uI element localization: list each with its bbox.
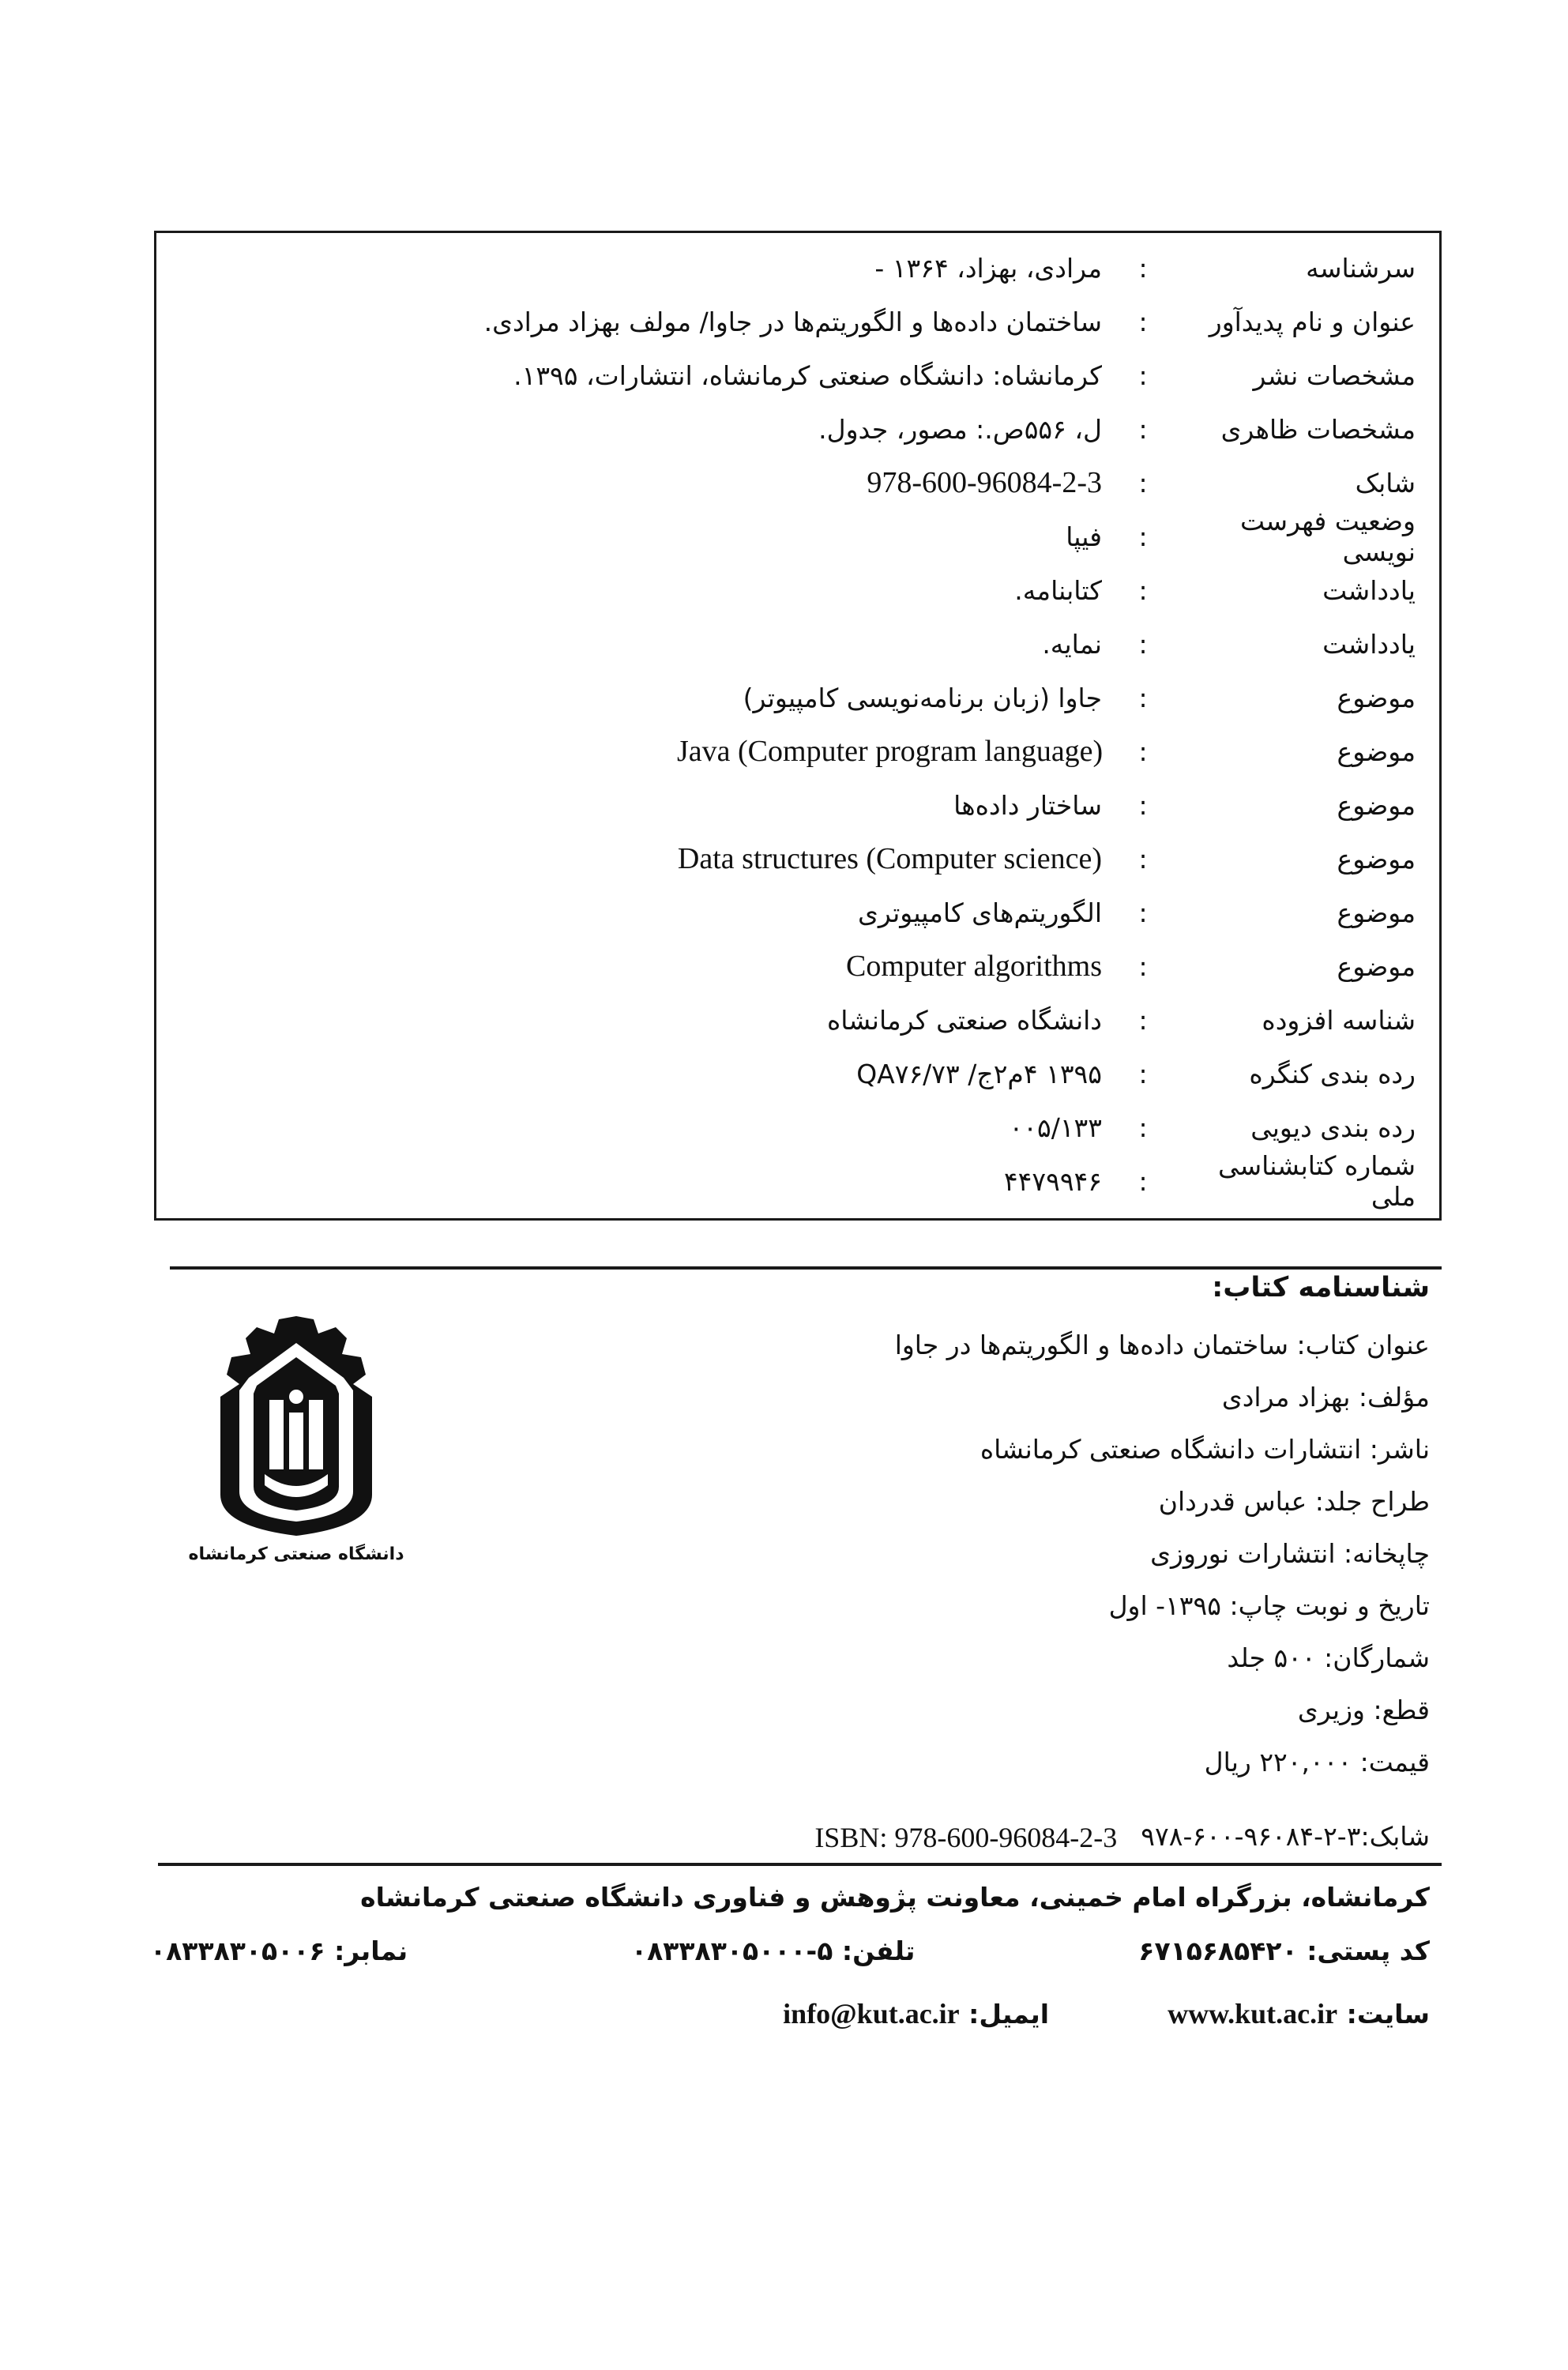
postal-code-label: کد پستی: <box>1307 1936 1430 1966</box>
cip-colon: : <box>1138 359 1148 391</box>
web-row <box>150 1997 1430 2030</box>
book-identity-title: شناسنامه کتاب: <box>1212 1272 1430 1304</box>
cip-row-added-entry <box>156 993 1439 1047</box>
kermanshah-university-of-technology-logo <box>178 1311 415 1540</box>
cip-colon: : <box>1138 682 1148 713</box>
cip-value: کرمانشاه: دانشگاه صنعتی کرمانشاه، انتشارات، ۱۳۹۵. <box>513 359 1102 391</box>
cip-label: شابک <box>1355 467 1416 498</box>
cip-row-subject <box>156 832 1439 886</box>
cip-table <box>154 231 1442 1221</box>
cip-colon: : <box>1138 306 1148 337</box>
author-line: مؤلف: بهزاد مرادی <box>1221 1382 1430 1413</box>
cip-row-main-entry <box>156 241 1439 295</box>
cip-colon: : <box>1138 1165 1148 1197</box>
phone <box>631 1936 915 1966</box>
cip-value: Computer algorithms <box>845 950 1102 983</box>
cip-value: الگوریتم‌های کامپیوتری <box>858 897 1102 928</box>
cip-label: موضوع <box>1337 682 1416 713</box>
cip-row-dewey-class <box>156 1100 1439 1154</box>
cover-designer-line: طراح جلد: عباس قدردان <box>1158 1486 1430 1517</box>
postal-code <box>1138 1936 1430 1966</box>
logo-caption: دانشگاه صنعتی کرمانشاه <box>188 1544 404 1564</box>
fax <box>150 1936 408 1966</box>
cip-value: فیپا <box>1066 521 1102 552</box>
cip-value: Data structures (Computer science) <box>677 842 1102 875</box>
format-line: قطع: وزیری <box>1297 1695 1430 1725</box>
cip-label: موضوع <box>1337 843 1416 875</box>
cip-value: جاوا (زبان برنامه‌نویسی کامپیوتر) <box>743 682 1102 713</box>
website <box>1168 1997 1430 2030</box>
cip-row-subject <box>156 724 1439 778</box>
publisher-line: ناشر: انتشارات دانشگاه صنعتی کرمانشاه <box>980 1434 1430 1465</box>
cip-label: شناسه افزوده <box>1262 1004 1416 1036</box>
fax-value: ۰۸۳۳۸۳۰۵۰۰۶ <box>150 1936 325 1966</box>
cip-row-national-bib-number <box>156 1150 1439 1212</box>
book-title-line: عنوان کتاب: ساختمان داده‌ها و الگوریتم‌ها در جاوا <box>894 1330 1430 1360</box>
email-link[interactable]: info@kut.ac.ir <box>783 1998 960 2030</box>
cip-colon: : <box>1138 950 1148 982</box>
divider-bottom <box>158 1863 1442 1866</box>
print-run-line: شمارگان: ۵۰۰ جلد <box>1227 1642 1430 1673</box>
edition-line: تاریخ و نوبت چاپ: ۱۳۹۵- اول <box>1108 1590 1430 1621</box>
university-logo <box>178 1311 415 1580</box>
address-text: کرمانشاه، بزرگراه امام خمینی، معاونت پژوهش و فناوری دانشگاه صنعتی کرمانشاه <box>360 1882 1430 1913</box>
cip-row-physical <box>156 402 1439 456</box>
cip-label: موضوع <box>1337 950 1416 982</box>
cip-colon: : <box>1138 843 1148 875</box>
cip-label: سرشناسه <box>1306 252 1416 284</box>
fax-label: نمابر: <box>334 1936 408 1966</box>
cip-value: دانشگاه صنعتی کرمانشاه <box>826 1004 1102 1036</box>
cip-label: رده بندی کنگره <box>1249 1058 1416 1089</box>
cip-colon: : <box>1138 1004 1148 1036</box>
footer-address <box>150 1882 1430 1913</box>
cip-label: یادداشت <box>1322 628 1416 660</box>
cip-label: موضوع <box>1337 897 1416 928</box>
cip-row-note <box>156 563 1439 617</box>
cip-value: ۴۴۷۹۹۴۶ <box>1003 1165 1102 1197</box>
cip-row-subject <box>156 886 1439 939</box>
website-link[interactable]: www.kut.ac.ir <box>1168 1998 1338 2030</box>
cip-value: Java (Computer program language) <box>677 735 1104 768</box>
website-label: سایت: <box>1346 1999 1430 2030</box>
cip-label: عنوان و نام پدیدآور <box>1209 306 1416 337</box>
cip-colon: : <box>1138 789 1148 821</box>
cip-label: وضعیت فهرست نویسی <box>1240 506 1416 567</box>
cip-colon: : <box>1138 574 1148 606</box>
cip-colon: : <box>1138 735 1148 767</box>
cip-row-title <box>156 295 1439 348</box>
cip-row-subject <box>156 778 1439 832</box>
cip-label: مشخصات ظاهری <box>1220 413 1416 445</box>
cip-value: نمایه. <box>1042 628 1102 660</box>
cip-label: شماره کتابشناسی ملی <box>1217 1150 1416 1212</box>
cip-value: ساختمان داده‌ها و الگوریتم‌ها در جاوا/ مولف بهزاد مرادی. <box>483 306 1102 337</box>
cip-value: 978-600-96084-2-3 <box>867 466 1102 499</box>
postal-code-value: ۶۷۱۵۶۸۵۴۲۰ <box>1138 1936 1298 1966</box>
cip-value: مرادی، بهزاد، ۱۳۶۴ - <box>874 252 1102 284</box>
book-identity <box>719 1272 1430 1789</box>
cip-colon: : <box>1138 521 1148 552</box>
cip-label: یادداشت <box>1322 574 1416 606</box>
cip-colon: : <box>1138 628 1148 660</box>
cip-value: ل، ۵۵۶ص.: مصور، جدول. <box>818 413 1102 445</box>
footer-contacts <box>150 1936 1430 1966</box>
cip-value: ساختار داده‌ها <box>953 789 1102 821</box>
cip-row-subject <box>156 671 1439 724</box>
cip-label: رده بندی دیویی <box>1250 1112 1416 1143</box>
contact-row <box>150 1936 1430 1966</box>
email <box>783 1997 1049 2030</box>
cip-row-isbn <box>156 456 1439 510</box>
cip-colon: : <box>1138 1112 1148 1143</box>
cip-row-subject <box>156 939 1439 993</box>
cip-label: موضوع <box>1337 789 1416 821</box>
cip-value: کتابنامه. <box>1014 574 1102 606</box>
cip-row-publication <box>156 348 1439 402</box>
phone-label: تلفن: <box>841 1936 916 1966</box>
isbn-persian: شابک:۳-۲-۹۶۰۸۴-۶۰۰-۹۷۸ <box>1141 1821 1430 1852</box>
printer-line: چاپخانه: انتشارات نوروزی <box>1150 1538 1430 1569</box>
cip-colon: : <box>1138 467 1148 498</box>
cip-colon: : <box>1138 252 1148 284</box>
cip-row-lc-class <box>156 1047 1439 1100</box>
cip-colon: : <box>1138 897 1148 928</box>
email-label: ایمیل: <box>968 1999 1050 2030</box>
cip-row-note <box>156 617 1439 671</box>
price-line: قیمت: ۲۲۰,۰۰۰ ریال <box>1204 1747 1430 1778</box>
footer-web <box>150 1997 1430 2030</box>
phone-value: ۵-۰۸۳۳۸۳۰۵۰۰۰ <box>630 1936 833 1966</box>
cip-colon: : <box>1138 413 1148 445</box>
divider-top <box>170 1266 1442 1270</box>
cip-row-cataloging-status <box>156 506 1439 567</box>
cip-label: موضوع <box>1337 735 1416 767</box>
cip-value: ۰۰۵/۱۳۳ <box>1009 1112 1102 1143</box>
cip-colon: : <box>1138 1058 1148 1089</box>
isbn-latin: ISBN: 978-600-96084-2-3 <box>814 1822 1118 1853</box>
isbn-line <box>719 1821 1430 1854</box>
cip-label: مشخصات نشر <box>1253 359 1416 391</box>
cip-value: ۱۳۹۵ ۴م۲ج/ QA۷۶/۷۳ <box>856 1058 1102 1089</box>
